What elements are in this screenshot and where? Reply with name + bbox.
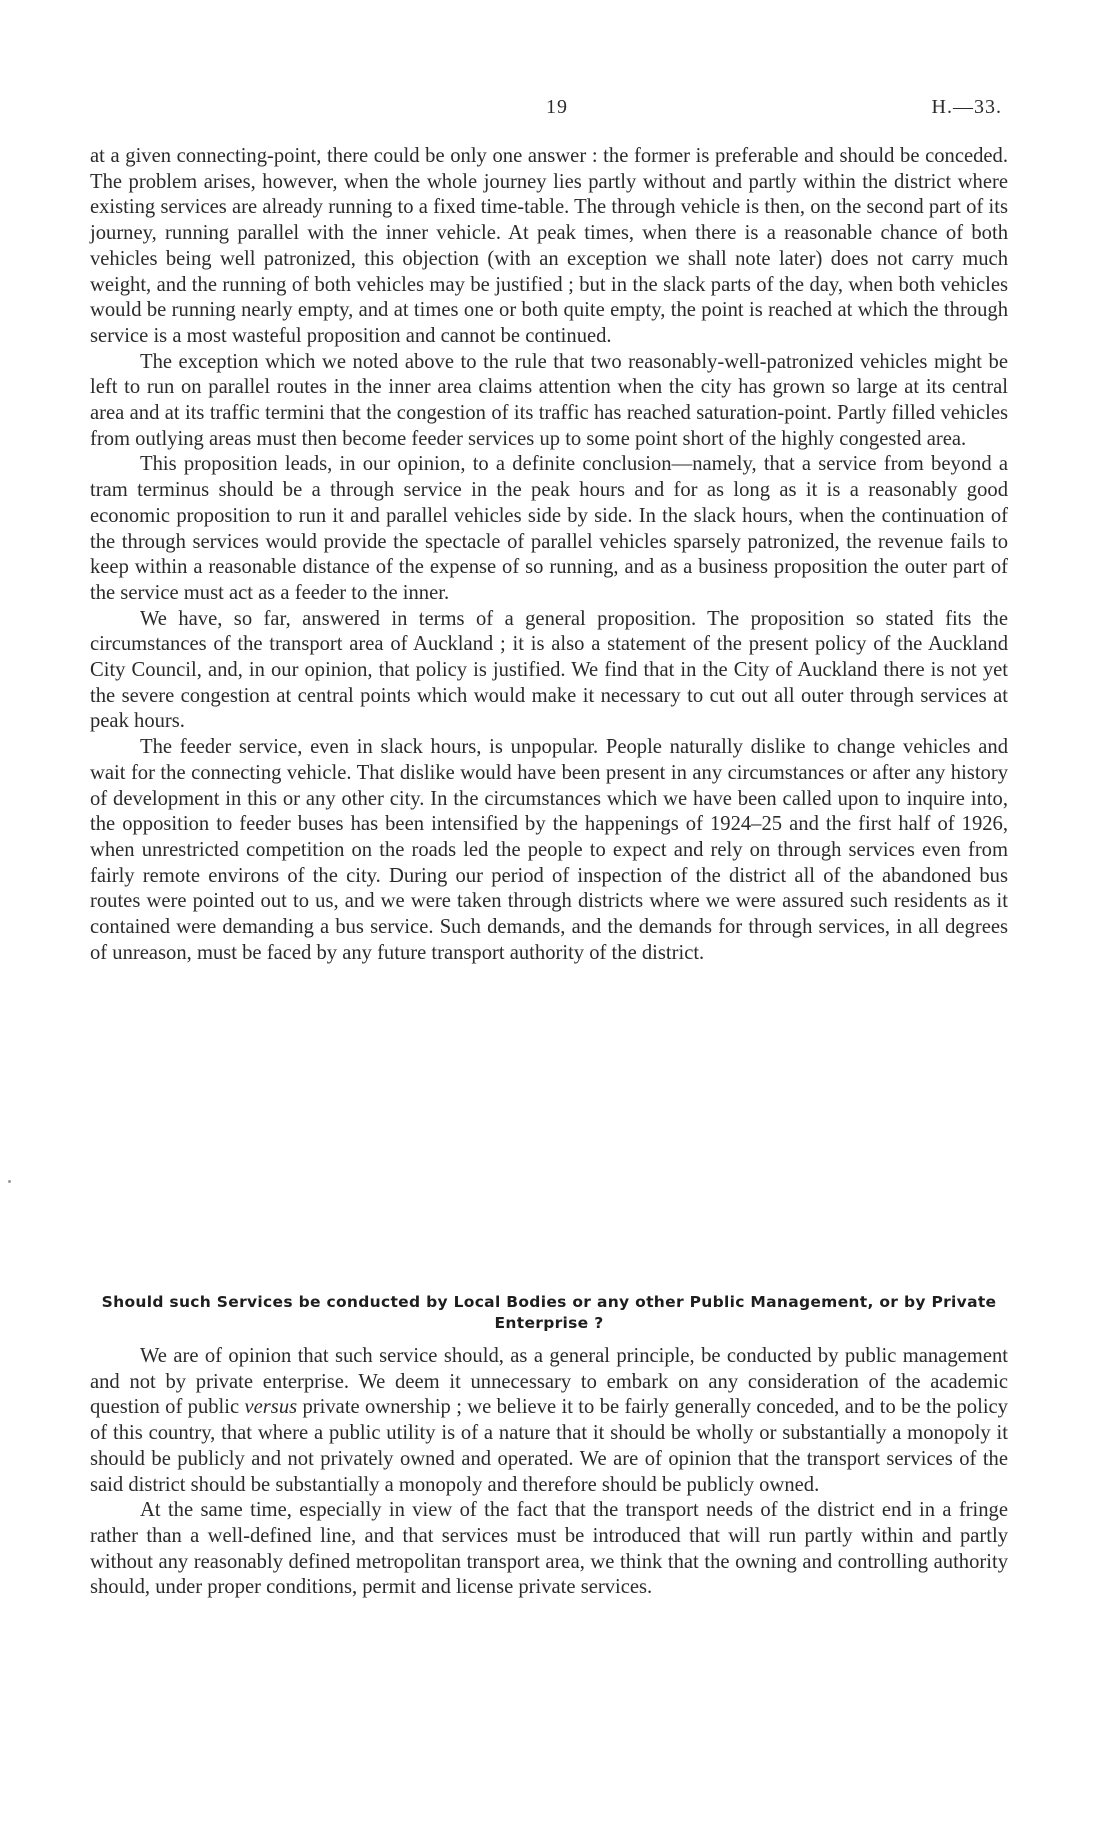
paragraph: The exception which we noted above to the rule that two reasonably-well-patronized vehicles might be left to run on parallel routes in the inner area claims attention when the city has grown so large at its central area and at its traffic termini that the congestion of its traffic has reached saturation-point. Partly filled vehicles from outlying areas must then become feeder services up to some point short of the highly congested area. xyxy=(90,350,1008,450)
section-1-body xyxy=(90,144,1008,967)
paragraph: This proposition leads, in our opinion, to a definite conclusion—namely, that a service from beyond a tram terminus should be a through service in the peak hours and for as long as it is a reasonably good economic proposition to run it and parallel vehicles side by side. In the slack hours, when the continuation of the through services would provide the spectacle of parallel vehicles sparsely patronized, the revenue fails to keep within a reasonable distance of the expense of so running, and as a business proposition the outer part of the service must act as a feeder to the inner. xyxy=(90,453,1008,604)
paragraph: We have, so far, answered in terms of a general proposition. The proposition so stated fits the circumstances of the transport area of Auckland ; it is also a statement of the present policy of the Auckland City Council, and, in our opinion, that policy is justified. We find that in the City of Auckland there is not yet the severe congestion at central points which would make it necessary to cut out all outer through services at peak hours. xyxy=(90,607,1008,733)
page-number: 19 xyxy=(546,96,568,118)
document-reference: H.—33. xyxy=(931,96,1002,118)
section-heading: Should such Services be conducted by Local Bodies or any other Public Management, or by Private Enterprise ? xyxy=(101,1293,997,1332)
italic-term: versus xyxy=(244,1396,298,1419)
paragraph-text: We are of opinion that such service should, as a general principle, be conducted by public management and not by private enterprise. We deem it unnecessary to embark on any consideration of the academic question of public xyxy=(90,1345,1008,1419)
paragraph: The feeder service, even in slack hours, is unpopular. People naturally dislike to change vehicles and wait for the connecting vehicle. That dislike would have been present in any circumstances or after any history of development in this or any other city. In the circumstances which we have been called upon to inquire into, the opposition to feeder buses has been intensified by the happenings of 1924–25 and the first half of 1926, when unrestricted competition on the roads led the people to expect and rely on through services even from fairly remote environs of the city. During our period of inspection of the district all of the abandoned bus routes were pointed out to us, and we were taken through districts where we were assured such residents as it contained were demanding a bus service. Such demands, and the demands for through services, in all degrees of unreason, must be faced by any future transport authority of the district. xyxy=(90,736,1008,964)
paragraph: At the same time, especially in view of the fact that the transport needs of the district end in a fringe rather than a well-defined line, and that services must be introduced that will run partly within and partly without any reasonably defined metropolitan transport area, we think that the owning and controlling authority should, under proper conditions, permit and license private services. xyxy=(90,1499,1008,1599)
paragraph-text: private ownership ; we believe it to be fairly generally conceded, and to be the policy of this country, that where a public utility is of a nature that it should be wholly or substantially a monopoly it should be publicly and not privately owned and operated. We are of opinion that the transport services of the said district should be substantially a monopoly and therefore should be publicly owned. xyxy=(90,1396,1008,1496)
margin-speck xyxy=(8,1180,11,1183)
paragraph xyxy=(90,1344,1008,1498)
section-2-body xyxy=(90,1344,1008,1601)
paragraph: at a given connecting-point, there could be only one answer : the former is preferable and should be conceded. The problem arises, however, when the whole journey lies partly without and partly within the district where existing services are already running to a fixed time-table. The through vehicle is then, on the second part of its journey, running parallel with the inner vehicle. At peak times, when there is a reasonable chance of both vehicles being well patronized, this objection (with an exception we shall note later) does not carry much weight, and the running of both vehicles may be justified ; but in the slack parts of the day, when both vehicles would be running nearly empty, and at times one or both quite empty, the point is reached at which the through service is a most wasteful proposition and cannot be continued. xyxy=(90,145,1008,347)
